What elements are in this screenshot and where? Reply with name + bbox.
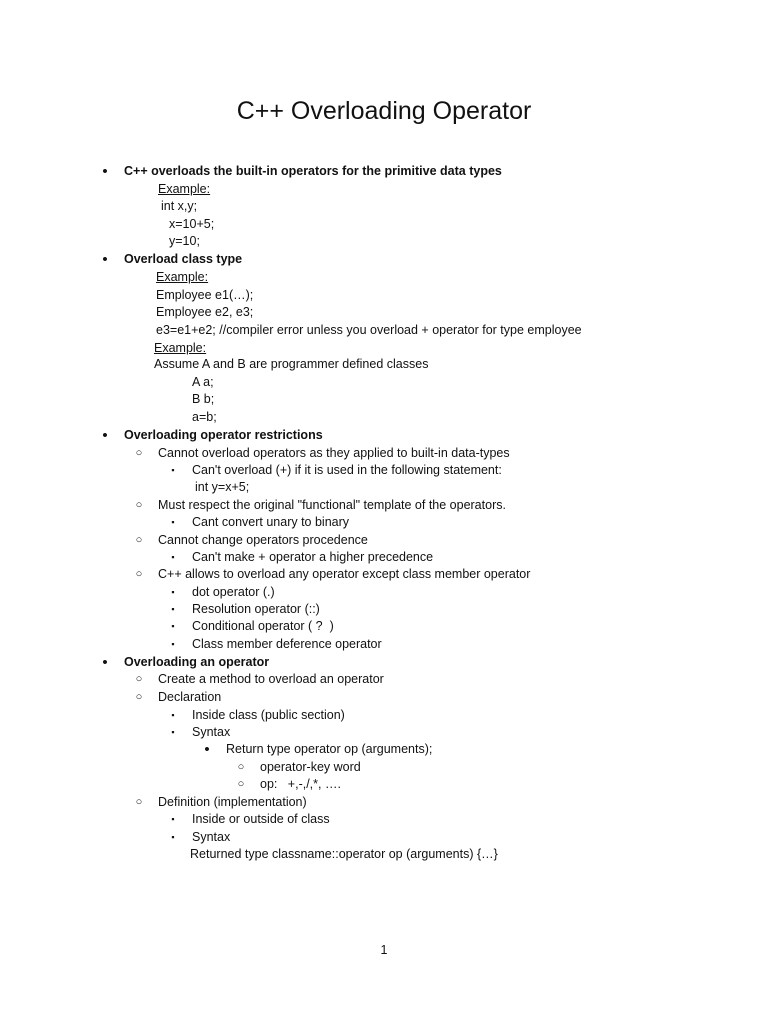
- bullet-marker: ○: [237, 778, 245, 790]
- bullet-marker: ▪: [171, 465, 175, 475]
- section-heading: Overload class type: [124, 252, 243, 266]
- bullet-marker: ○: [135, 534, 143, 546]
- bullet-marker: ▪: [171, 517, 175, 527]
- list-item: Create a method to overload an operator: [158, 672, 384, 686]
- bullet-marker: ▪: [171, 552, 175, 562]
- bullet-marker: ○: [135, 499, 143, 511]
- list-item: Cannot change operators procedence: [158, 533, 368, 547]
- list-item: op: +,-,/,*, ….: [260, 777, 341, 791]
- list-item: Can't make + operator a higher precedence: [192, 550, 434, 564]
- bullet-marker: ○: [135, 447, 143, 459]
- example-label: Example:: [156, 270, 209, 284]
- page-number: 1: [380, 943, 388, 957]
- code-line: int y=x+5;: [195, 480, 250, 494]
- bullet-marker: ▪: [171, 710, 175, 720]
- bullet-marker: ▪: [171, 814, 175, 824]
- list-item: Can't overload (+) if it is used in the following statement:: [192, 463, 502, 477]
- section-heading: C++ overloads the built-in operators for the primitive data types: [124, 164, 502, 178]
- list-item: Definition (implementation): [158, 795, 307, 809]
- code-line: Employee e2, e3;: [156, 305, 254, 319]
- bullet-marker: •: [102, 163, 108, 180]
- code-line: e3=e1+e2; //compiler error unless you overload + operator for type employee: [156, 323, 582, 337]
- code-line: a=b;: [192, 410, 217, 424]
- text-line: Assume A and B are programmer defined classes: [154, 357, 429, 371]
- list-item: C++ allows to overload any operator except class member operator: [158, 567, 531, 581]
- list-item: Syntax: [192, 725, 231, 739]
- list-item: Class member deference operator: [192, 637, 382, 651]
- list-item: Inside or outside of class: [192, 812, 330, 826]
- list-item: Resolution operator (::): [192, 602, 320, 616]
- bullet-marker: ▪: [171, 639, 175, 649]
- code-line: y=10;: [169, 234, 200, 248]
- list-item: operator-key word: [260, 760, 361, 774]
- list-item: Cannot overload operators as they applied to built-in data-types: [158, 446, 510, 460]
- bullet-marker: •: [102, 654, 108, 671]
- list-item: dot operator (.): [192, 585, 275, 599]
- list-item: Cant convert unary to binary: [192, 515, 350, 529]
- bullet-marker: ▪: [171, 587, 175, 597]
- code-line: B b;: [192, 392, 215, 406]
- section-heading: Overloading operator restrictions: [124, 428, 323, 442]
- list-item: Must respect the original "functional" template of the operators.: [158, 498, 506, 512]
- bullet-marker: ▪: [171, 727, 175, 737]
- list-item: Inside class (public section): [192, 708, 345, 722]
- example-label: Example:: [154, 341, 207, 355]
- section-heading: Overloading an operator: [124, 655, 270, 669]
- code-line: Employee e1(…);: [156, 288, 254, 302]
- code-line: x=10+5;: [169, 217, 215, 231]
- list-item: Return type operator op (arguments);: [226, 742, 433, 756]
- code-line: int x,y;: [161, 199, 198, 213]
- page-title: C++ Overloading Operator: [236, 97, 532, 125]
- bullet-marker: ○: [135, 673, 143, 685]
- code-line: A a;: [192, 375, 214, 389]
- bullet-marker: ▪: [171, 604, 175, 614]
- bullet-marker: ○: [135, 796, 143, 808]
- bullet-marker: •: [102, 427, 108, 444]
- bullet-marker: •: [204, 741, 210, 758]
- list-item: Syntax: [192, 830, 231, 844]
- bullet-marker: •: [102, 251, 108, 268]
- bullet-marker: ▪: [171, 621, 175, 631]
- bullet-marker: ○: [135, 691, 143, 703]
- code-line: Returned type classname::operator op (arguments) {…}: [190, 847, 498, 861]
- list-item: Declaration: [158, 690, 222, 704]
- list-item: Conditional operator ( ? ): [192, 619, 334, 633]
- bullet-marker: ▪: [171, 832, 175, 842]
- bullet-marker: ○: [135, 568, 143, 580]
- example-label: Example:: [158, 182, 211, 196]
- bullet-marker: ○: [237, 761, 245, 773]
